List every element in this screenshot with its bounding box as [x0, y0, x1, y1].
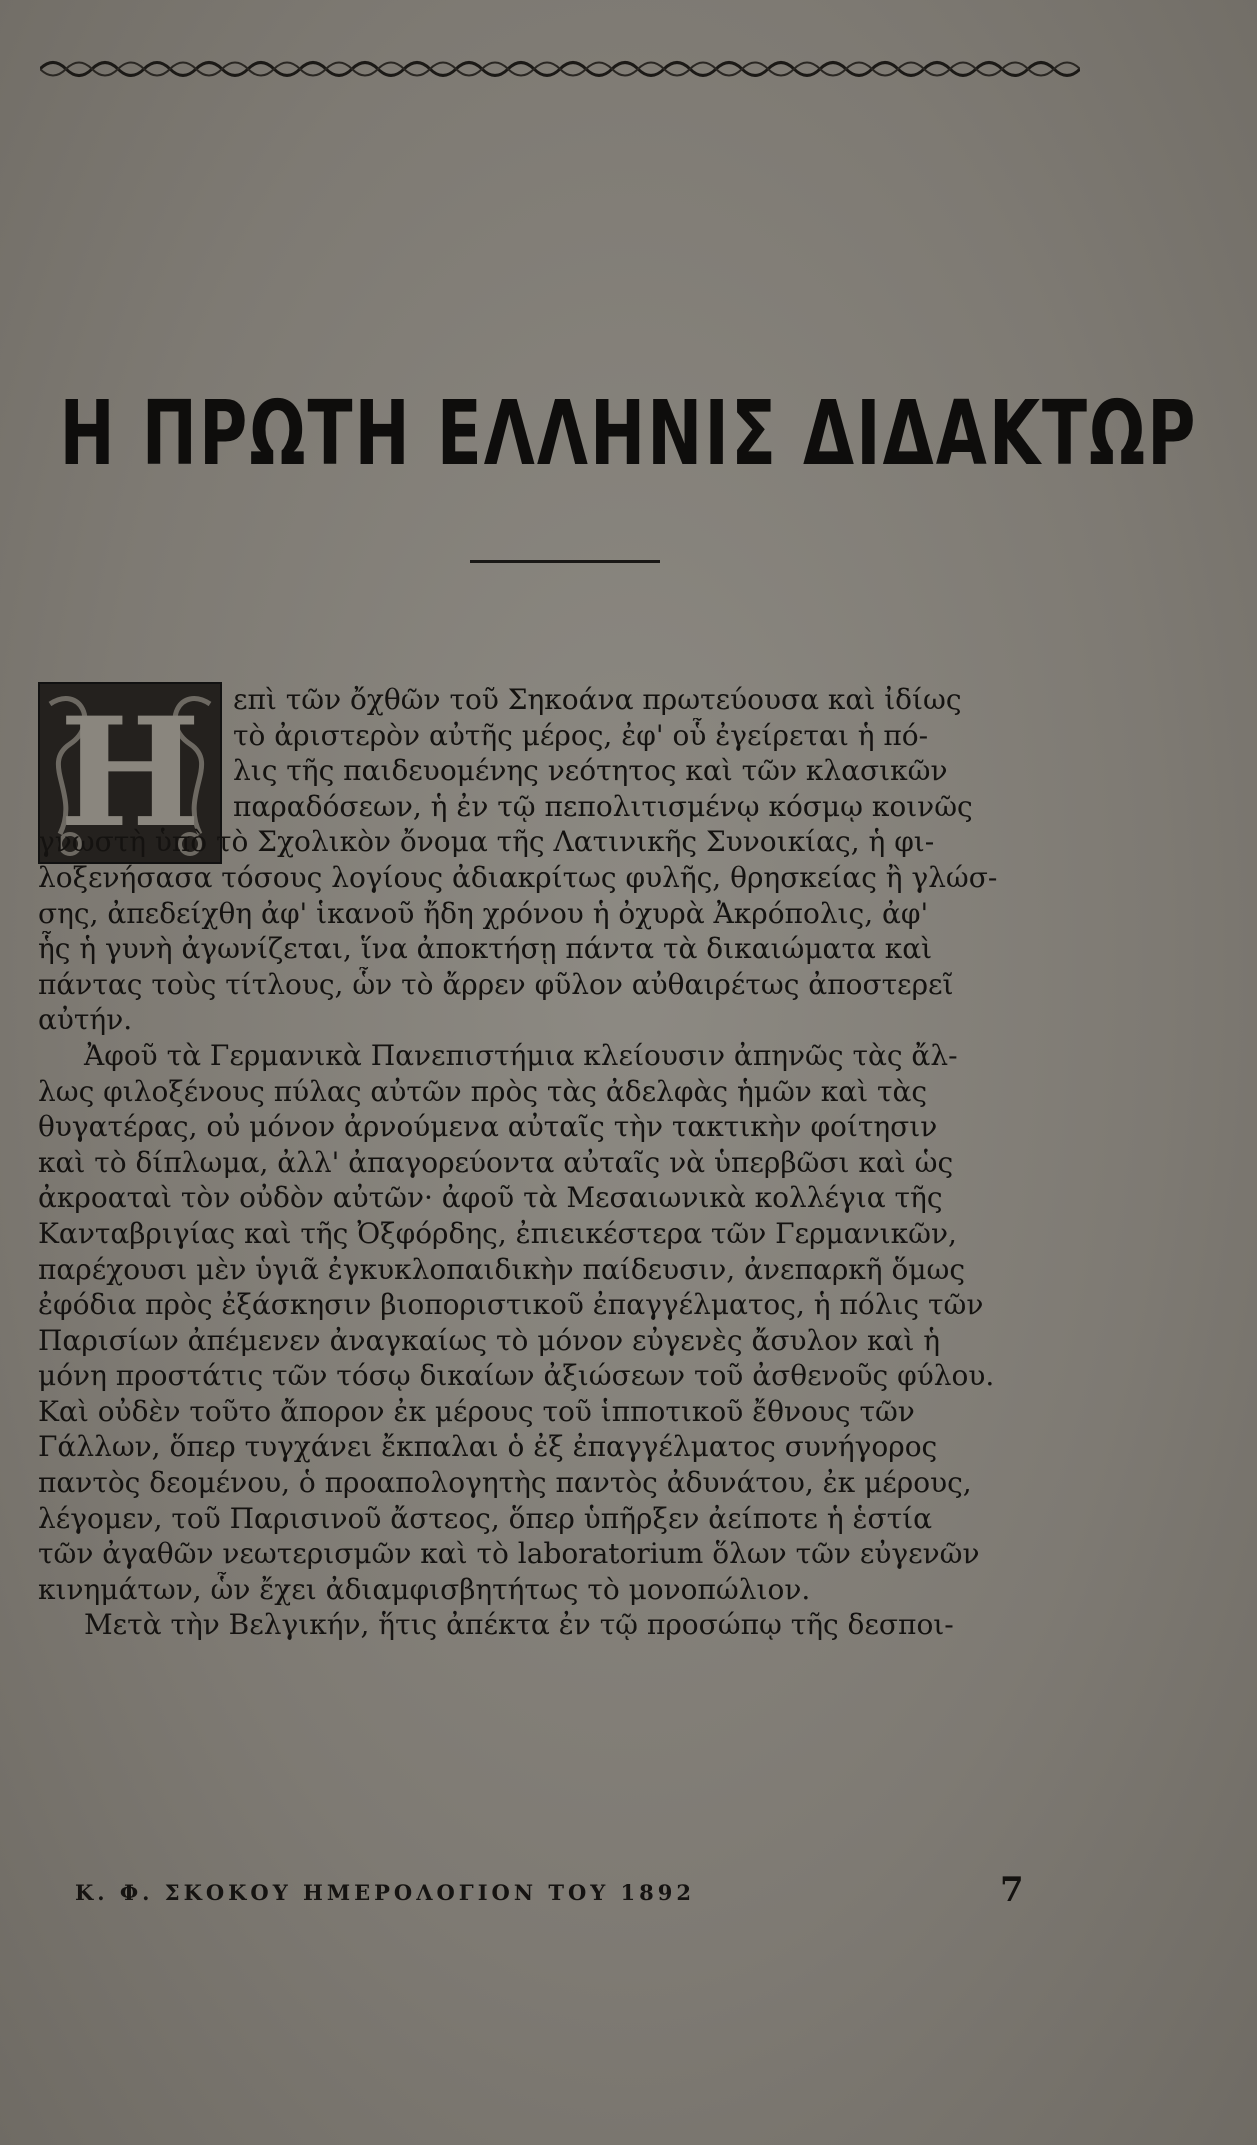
body-line: λοξενήσασα τόσους λογίους ἀδιακρίτως φυλῆς, θρησκείας ἢ γλώσ-: [38, 860, 998, 894]
decorative-border-ornament: [40, 52, 1080, 86]
body-line: ἐφόδια πρὸς ἐξάσκησιν βιοποριστικοῦ ἐπαγγέλματος, ἡ πόλις τῶν: [38, 1288, 984, 1322]
body-line: γνωστὴ ὑπὸ τὸ Σχολικὸν ὄνομα τῆς Λατινικῆς Συνοικίας, ἡ φι-: [38, 825, 935, 859]
body-line: σης, ἀπεδείχθη ἀφ' ἱκανοῦ ἤδη χρόνου ἡ ὀχυρὰ Ἀκρόπολις, ἀφ': [38, 896, 929, 930]
body-line: θυγατέρας, οὐ μόνον ἀρνούμενα αὐταῖς τὴν τακτικὴν φοίτησιν: [38, 1110, 938, 1144]
body-line: τῶν ἀγαθῶν νεωτερισμῶν καὶ τὸ laboratorium ὅλων τῶν εὐγενῶν: [38, 1537, 980, 1571]
body-line: παρέχουσι μὲν ὑγιᾶ ἐγκυκλοπαιδικὴν παίδευσιν, ἀνεπαρκῆ ὅμως: [38, 1252, 966, 1286]
body-line: Κανταβριγίας καὶ τῆς Ὀξφόρδης, ἐπιεικέστερα τῶν Γερμανικῶν,: [38, 1216, 957, 1250]
body-line: Γάλλων, ὅπερ τυγχάνει ἔκπαλαι ὁ ἐξ ἐπαγγέλματος συνήγορος: [38, 1430, 938, 1464]
body-line: μόνη προστάτις τῶν τόσῳ δικαίων ἀξιώσεων τοῦ ἀσθενοῦς φύλου.: [38, 1359, 995, 1393]
body-line: επὶ τῶν ὄχθῶν τοῦ Σηκοάνα πρωτεύουσα καὶ ἰδίως: [233, 683, 962, 716]
body-line: ἀκροαταὶ τὸν οὐδὸν αὐτῶν· ἀφοῦ τὰ Μεσαιωνικὰ κολλέγια τῆς: [38, 1181, 943, 1215]
body-line: λως φιλοξένους πύλας αὐτῶν πρὸς τὰς ἀδελφὰς ἡμῶν καὶ τὰς: [38, 1074, 928, 1108]
body-line: λις τῆς παιδευομένης νεότητος καὶ τῶν κλασικῶν: [233, 754, 948, 788]
body-line: Ἀφοῦ τὰ Γερμανικὰ Πανεπιστήμια κλείουσιν ἀπηνῶς τὰς ἄλ-: [84, 1038, 958, 1072]
body-line: κινημάτων, ὧν ἔχει ἀδιαμφισβητήτως τὸ μονοπώλιον.: [38, 1572, 811, 1606]
initial-letter: Η: [59, 685, 201, 861]
body-line: πάντας τοὺς τίτλους, ὧν τὸ ἄρρεν φῦλον αὐθαιρέτως ἀποστερεῖ: [38, 967, 954, 1001]
body-line: Παρισίων ἀπέμενεν ἀναγκαίως τὸ μόνον εὐγενὲς ἄσυλον καὶ ἡ: [38, 1323, 941, 1357]
article-title: Η ΠΡΩΤΗ ΕΛΛΗΝΙΣ ΔΙΔΑΚΤΩΡ: [59, 381, 1198, 486]
running-footer: Κ. Φ. ΣΚΟΚΟΥ ΗΜΕΡΟΛΟΓΙΟΝ ΤΟΥ 1892: [75, 1880, 695, 1905]
body-line: λέγομεν, τοῦ Παρισινοῦ ἄστεος, ὅπερ ὑπῆρξεν ἀείποτε ἡ ἑστία: [38, 1501, 933, 1535]
title-divider: [470, 560, 660, 563]
body-line: τὸ ἀριστερὸν αὐτῆς μέρος, ἐφ' οὗ ἐγείρεται ἡ πό-: [233, 718, 929, 752]
body-line: ἧς ἡ γυνὴ ἀγωνίζεται, ἵνα ἀποκτήσῃ πάντα τὰ δικαιώματα καὶ: [38, 932, 933, 966]
body-line: Μετὰ τὴν Βελγικήν, ἥτις ἀπέκτα ἐν τῷ προσώπῳ τῆς δεσποι-: [84, 1608, 954, 1642]
body-line: παραδόσεων, ἡ ἐν τῷ πεπολιτισμένῳ κόσμῳ κοινῶς: [233, 789, 973, 823]
body-line: καὶ τὸ δίπλωμα, ἀλλ' ἀπαγορεύοντα αὐταῖς νὰ ὑπερβῶσι καὶ ὡς: [38, 1145, 954, 1179]
body-line: Καὶ οὐδὲν τοῦτο ἄπορον ἐκ μέρους τοῦ ἱπποτικοῦ ἔθνους τῶν: [38, 1394, 915, 1428]
body-line: αὐτήν.: [38, 1003, 133, 1037]
page-number: 7: [1000, 1870, 1024, 1910]
body-line: παντὸς δεομένου, ὁ προαπολογητὴς παντὸς ἀδυνάτου, ἐκ μέρους,: [38, 1466, 972, 1500]
article-body: [38, 682, 1123, 1643]
